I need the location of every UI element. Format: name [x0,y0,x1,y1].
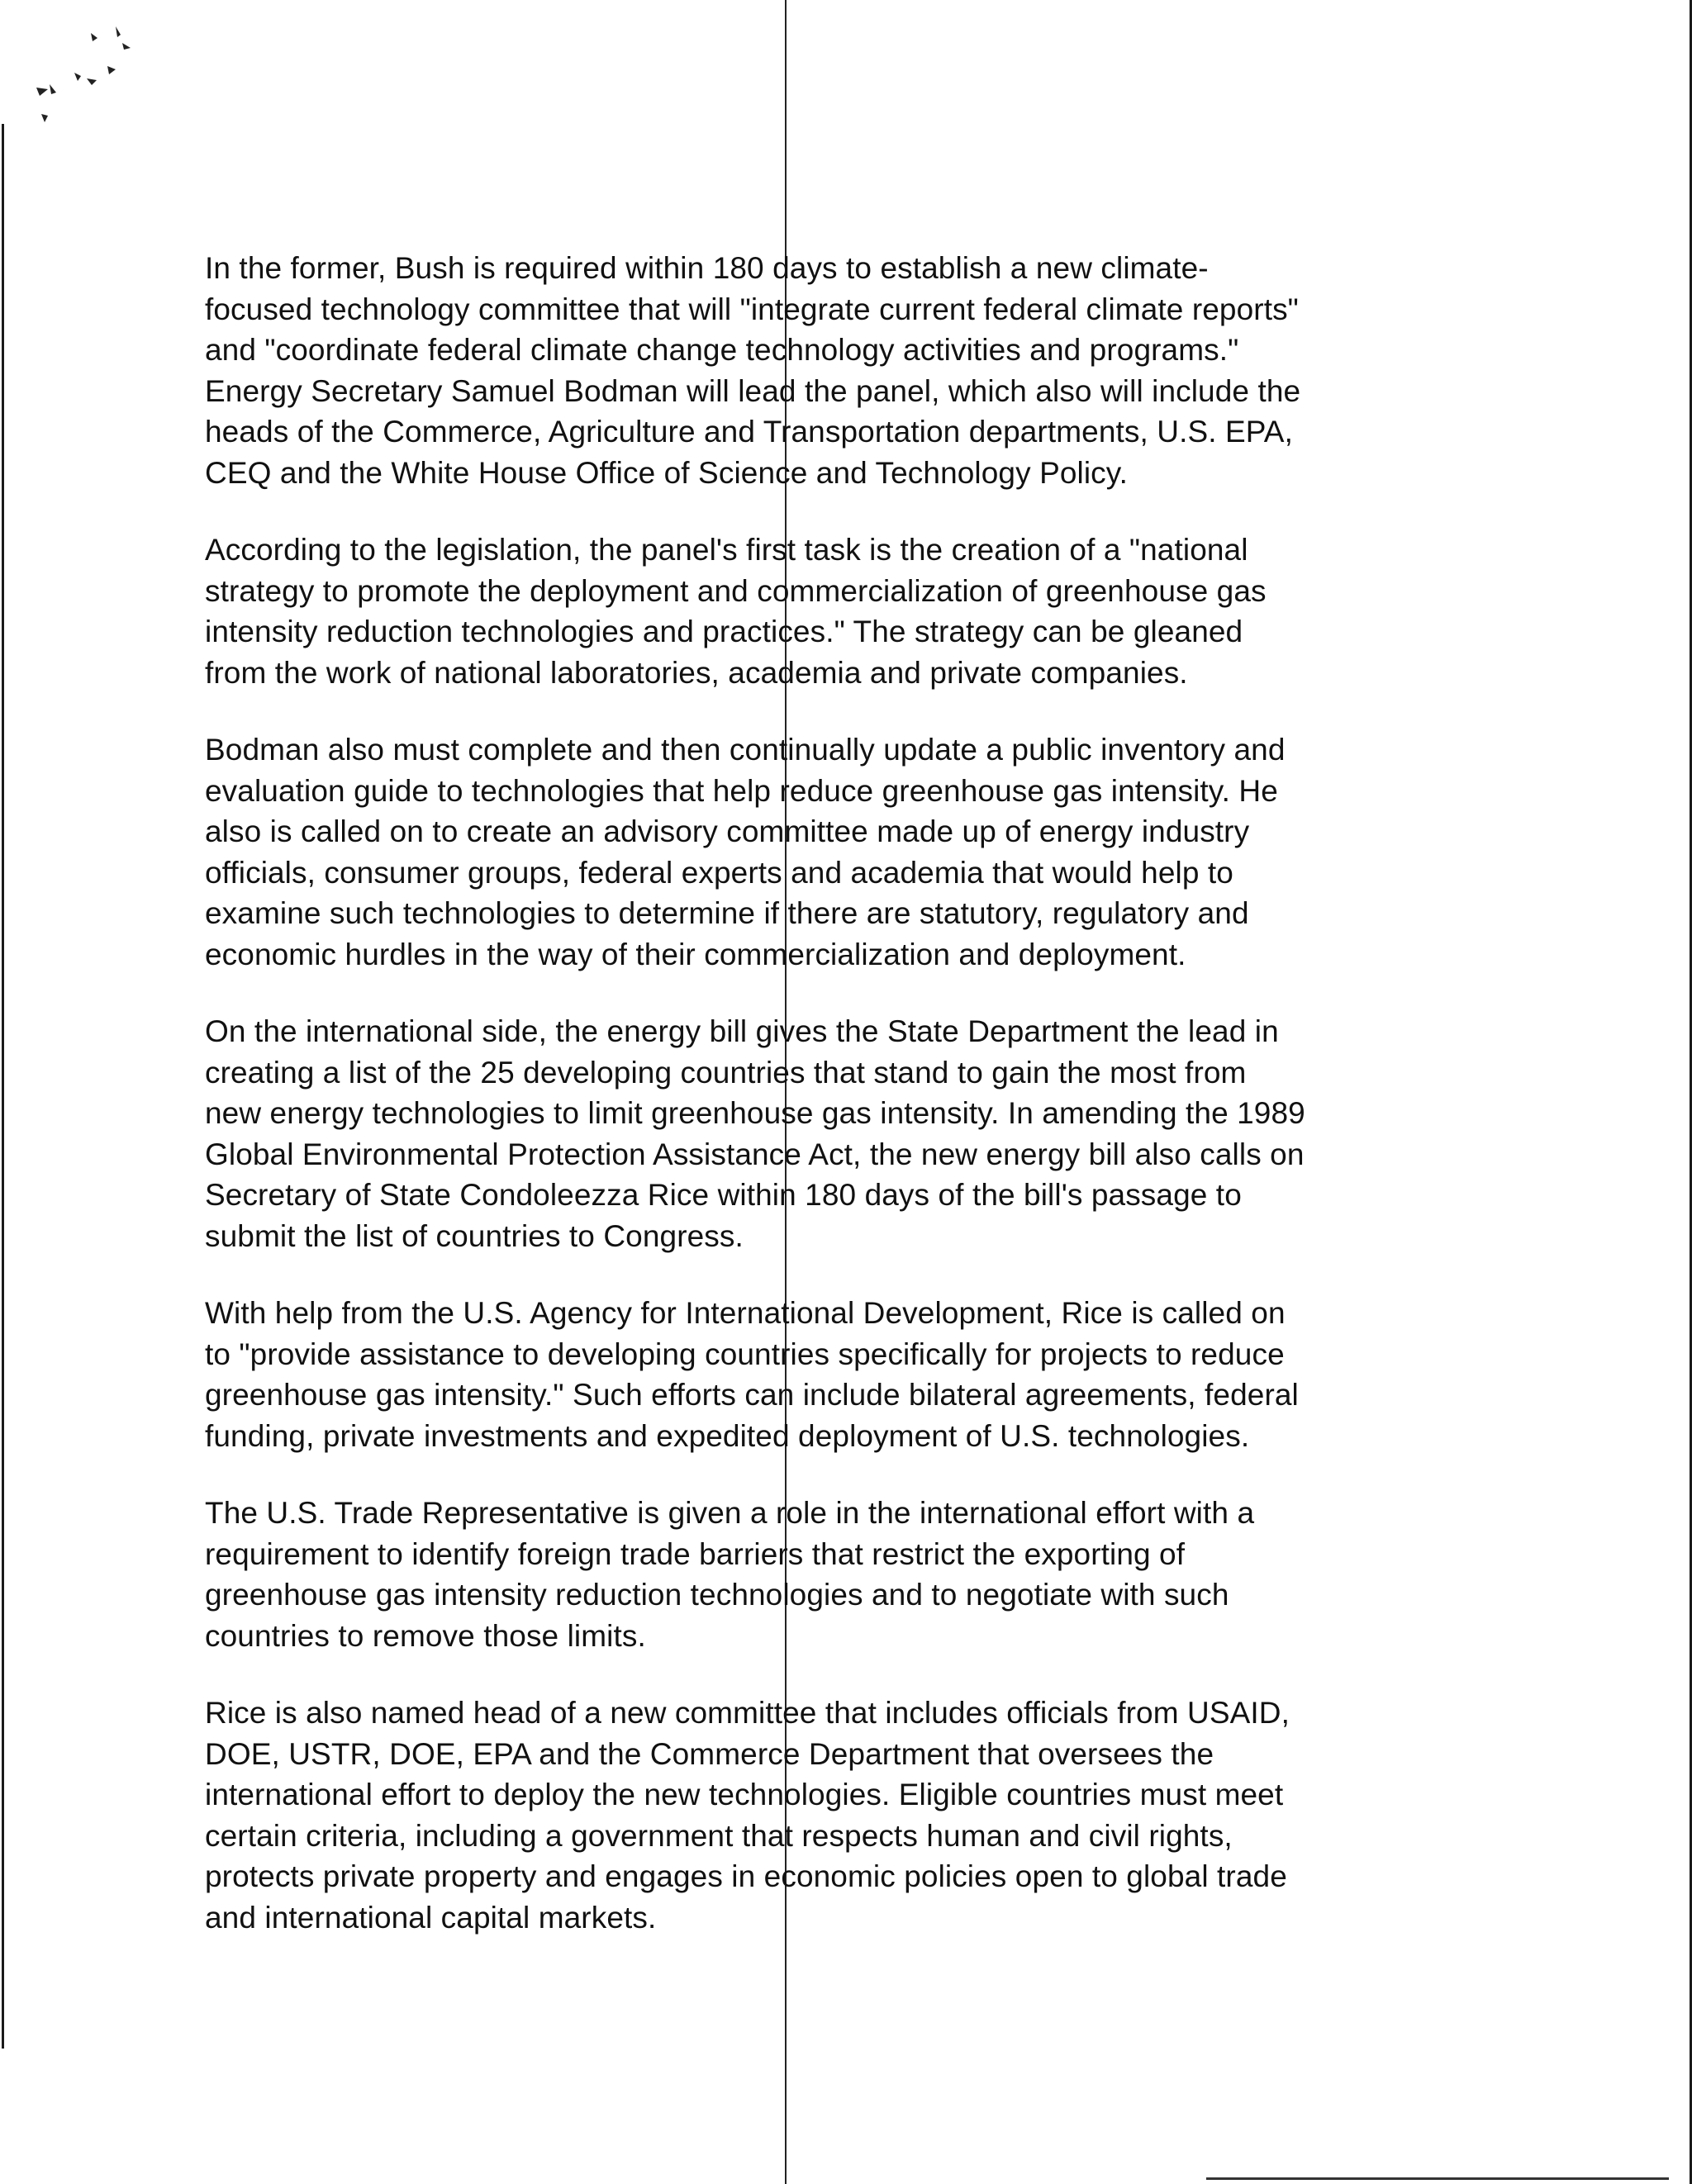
paragraph-developing-countries-list: On the international side, the energy bill gives the State Department the lead in creating a list of the 25 developing countries that stand to gain the most from new energy technologies to limit greenhouse gas intensity. In amending the 1989 Global Environmental Protection Assistance Act, the new energy bill also calls on Secretary of State Condoleezza Rice within 180 days of the bill's passage to submit the list of countries to Congress. [205,1014,1305,1253]
paragraph-climate-committee: In the former, Bush is required within 180 days to establish a new climate- focused technology committee that will "integrate current federal climate reports" and "coordinate federal climate change technology activities and programs." Energy Secretary Samuel Bodman will lead the panel, which also will include the heads of the Commerce, Agriculture and Transportation departments, U.S. EPA, CEQ and the White House Office of Science and Technology Policy. [205,251,1301,490]
paragraph-usaid-assistance: With help from the U.S. Agency for International Development, Rice is called on to "provide assistance to developing countries specifically for projects to reduce greenhouse gas intensity." Such efforts can include bilateral agreements, federal funding, private investments and expedited deployment of U.S. technologies. [205,1296,1299,1453]
scan-edge-left [2,124,4,2049]
paragraph-technology-inventory: Bodman also must complete and then continually update a public inventory and evaluation guide to technologies that help reduce greenhouse gas intensity. He also is called on to create an advisory committee made up of energy industry officials, consumer groups, federal experts and academia that would help to examine such technologies to determine if there are statutory, regulatory and economic hurdles in the way of their commercialization and deployment. [205,733,1286,971]
scan-bottom-streak [1206,2177,1669,2180]
article-body [205,248,1444,1974]
scan-specks-icon [25,17,149,124]
paragraph-national-strategy: According to the legislation, the panel's first task is the creation of a "national strategy to promote the deployment and commercialization of greenhouse gas intensity reduction technologies and practices." The strategy can be gleaned from the work of national laboratories, academia and private companies. [205,533,1267,690]
paragraph-oversight-committee: Rice is also named head of a new committee that includes officials from USAID, DOE, USTR, DOE, EPA and the Commerce Department that oversees the international effort to deploy the new technologies. Eligible countries must meet certain criteria, including a government that respects human and civil rights, protects private property and engages in economic policies open to global trade and international capital markets. [205,1696,1290,1935]
paragraph-trade-representative: The U.S. Trade Representative is given a role in the international effort with a requirement to identify foreign trade barriers that restrict the exporting of greenhouse gas intensity reduction technologies and to negotiate with such countries to remove those limits. [205,1496,1255,1653]
